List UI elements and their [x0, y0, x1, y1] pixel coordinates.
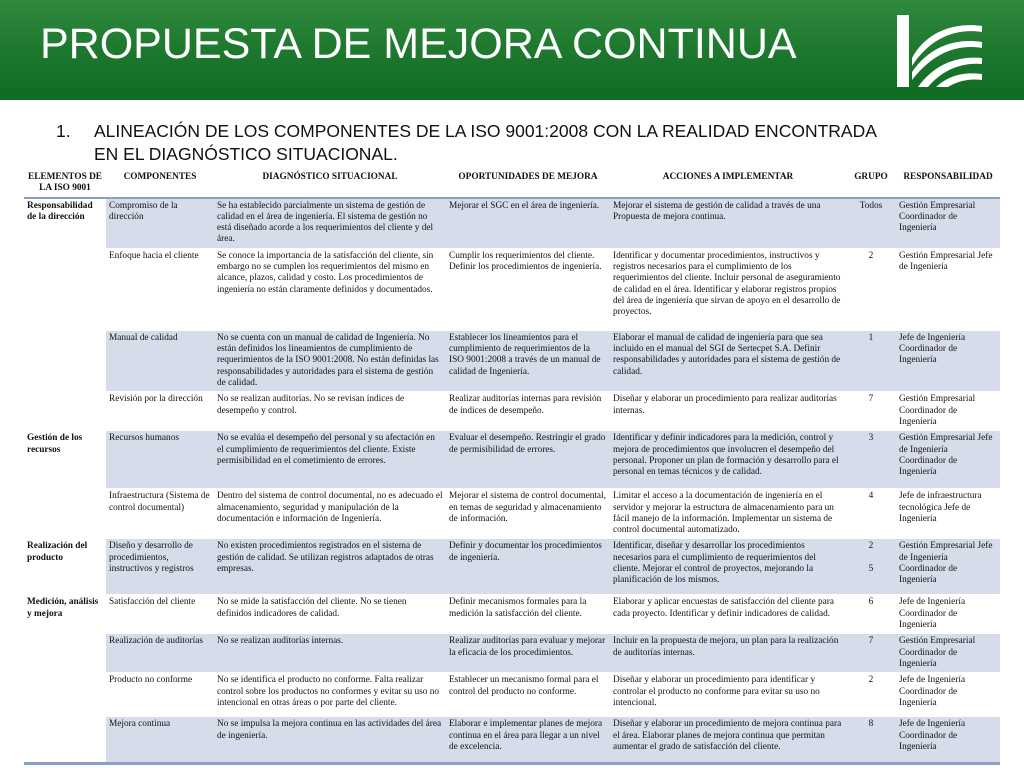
cell-acciones: Elaborar y aplicar encuestas de satisfacción del cliente para cada proyecto. Identificar y definir indicadores de calidad. — [610, 595, 846, 634]
section-text: ALINEACIÓN DE LOS COMPONENTES DE LA ISO 9001:2008 CON LA REALIDAD ENCONTRADA EN EL DIAGNÓSTICO SITUACIONAL. — [94, 121, 876, 164]
cell-componente: Producto no conforme — [106, 673, 214, 717]
cell-responsabilidad: Gestión Empresarial Coordinador de Ingeniería — [896, 198, 1000, 249]
cell-componente: Recursos humanos — [106, 431, 214, 489]
cell-acciones: Identificar, diseñar y desarrollar los procedimientos necesarios para el cumplimiento de requerimientos del cliente. Mejorar el control de proyectos, mejorando la planificación de los mismos. — [610, 539, 846, 595]
cell-elemento — [24, 717, 106, 763]
cell-diagnostico: Se ha establecido parcialmente un sistema de gestión de calidad en el área de ingeniería. El sistema de gestión no está diseñado acorde a los requerimientos del cliente y del área. — [214, 198, 446, 249]
cell-diagnostico: No se realizan auditorías internas. — [214, 634, 446, 673]
header-elementos: ELEMENTOS DE LA ISO 9001 — [24, 170, 106, 198]
cell-oportunidad: Cumplir los requerimientos del cliente. Definir los procedimientos de ingeniería. — [446, 248, 610, 330]
cell-elemento — [24, 673, 106, 717]
cell-diagnostico: No se identifica el producto no conforme. Falta realizar control sobre los productos no conformes y evitar su uso no intencional en otras áreas o por parte del cliente. — [214, 673, 446, 717]
table-bottom-rule — [24, 762, 1000, 765]
cell-componente: Enfoque hacia el cliente — [106, 248, 214, 330]
cell-acciones: Mejorar el sistema de gestión de calidad a través de una Propuesta de mejora continua. — [610, 198, 846, 249]
cell-responsabilidad: Jefe de Ingeniería Coordinador de Ingeniería — [896, 673, 1000, 717]
cell-componente: Manual de calidad — [106, 330, 214, 391]
cell-acciones: Limitar el acceso a la documentación de ingeniería en el servidor y mejorar la estructura de almacenamiento para un fácil manejo de la información. Implementar un sistema de control documental automatizado. — [610, 489, 846, 539]
section-number: 1. — [56, 121, 71, 141]
cell-oportunidad: Establecer los lineamientos para el cumplimiento de requerimientos de la ISO 9001:2008 a través de un manual de calidad de Ingeniería. — [446, 330, 610, 391]
header-responsabilidad: RESPONSABILIDAD — [896, 170, 1000, 198]
cell-elemento — [24, 330, 106, 391]
cell-elemento: Gestión de los recursos — [24, 431, 106, 489]
cell-grupo: 7 — [846, 634, 896, 673]
header-grupo: GRUPO — [846, 170, 896, 198]
cell-responsabilidad: Jefe de Ingeniería Coordinador de Ingeniería — [896, 717, 1000, 763]
cell-grupo: 2 — [846, 248, 896, 330]
cell-componente: Realización de auditorías — [106, 634, 214, 673]
alignment-table — [24, 170, 1000, 763]
cell-responsabilidad: Gestión Empresarial Jefe de Ingeniería Coordinador de Ingeniería — [896, 539, 1000, 595]
cell-diagnostico: Se conoce la importancia de la satisfacción del cliente, sin embargo no se cumplen los requerimientos del mismo en alcance, plazos, calidad y costo. Los procedimientos de ingeniería no están claramente definidos y documentados. — [214, 248, 446, 330]
cell-grupo: 4 — [846, 489, 896, 539]
cell-oportunidad: Definir mecanismos formales para la medición la satisfacción del cliente. — [446, 595, 610, 634]
cell-oportunidad: Evaluar el desempeño. Restringir el grado de permisibilidad de errores. — [446, 431, 610, 489]
cell-acciones: Identificar y definir indicadores para la medición, control y mejora de procedimientos que involucren el desempeño del personal. Proponer un plan de formación y desarrollo para el personal en temas técnicos y de calidad. — [610, 431, 846, 489]
cell-oportunidad: Establecer un mecanismo formal para el control del producto no conforme. — [446, 673, 610, 717]
cell-grupo: 1 — [846, 330, 896, 391]
cell-diagnostico: No se cuenta con un manual de calidad de Ingeniería. No están definidos los lineamientos de cumplimiento de requerimientos de la ISO 9001:2008. No están definidas las responsabilidades y autoridades para el sistema de gestión de calidad. — [214, 330, 446, 391]
header-acciones: ACCIONES A IMPLEMENTAR — [610, 170, 846, 198]
page-title: PROPUESTA DE MEJORA CONTINUA — [40, 20, 797, 68]
header-componentes: COMPONENTES — [106, 170, 214, 198]
cell-oportunidad: Realizar auditorías internas para revisión de índices de desempeño. — [446, 392, 610, 431]
header-diagnostico: DIAGNÓSTICO SITUACIONAL — [214, 170, 446, 198]
cell-acciones: Diseñar y elaborar un procedimiento para realizar auditorías internas. — [610, 392, 846, 431]
table-row — [24, 539, 1000, 595]
header-oportunidades: OPORTUNIDADES DE MEJORA — [446, 170, 610, 198]
cell-diagnostico: Dentro del sistema de control documental, no es adecuado el almacenamiento, seguridad y manipulación de la documentación e información de Ingeniería. — [214, 489, 446, 539]
cell-componente: Compromiso de la dirección — [106, 198, 214, 249]
cell-oportunidad: Mejorar el SGC en el área de ingeniería. — [446, 198, 610, 249]
leaf-stripes-logo-icon — [896, 14, 984, 88]
cell-elemento: Medición, análisis y mejora — [24, 595, 106, 634]
cell-diagnostico: No existen procedimientos registrados en el sistema de gestión de calidad. Se utilizan registros adaptados de otras empresas. — [214, 539, 446, 595]
cell-componente: Mejora continua — [106, 717, 214, 763]
cell-grupo: 7 — [846, 392, 896, 431]
cell-elemento — [24, 248, 106, 330]
cell-grupo: 2 5 — [846, 539, 896, 595]
table-header-row — [24, 170, 1000, 198]
title-banner — [0, 0, 1024, 100]
table-row — [24, 198, 1000, 249]
cell-diagnostico: No se mide la satisfacción del cliente. No se tienen definidos indicadores de calidad. — [214, 595, 446, 634]
cell-diagnostico: No se evalúa el desempeño del personal y su afectación en el cumplimiento de requerimientos del cliente. Existe permisibilidad en el cometimiento de errores. — [214, 431, 446, 489]
cell-oportunidad: Elaborar e implementar planes de mejora continua en el área para llegar a un nivel de excelencia. — [446, 717, 610, 763]
cell-grupo: 6 — [846, 595, 896, 634]
cell-acciones: Elaborar el manual de calidad de ingeniería para que sea incluido en el manual del SGI de Sertecpet S.A. Definir responsabilidades y autoridades para el sistema de gestión de calidad. — [610, 330, 846, 391]
table-row — [24, 595, 1000, 634]
cell-diagnostico: No se realizan auditorías. No se revisan índices de desempeño y control. — [214, 392, 446, 431]
cell-oportunidad: Mejorar el sistema de control documental, en temas de seguridad y almacenamiento de información. — [446, 489, 610, 539]
cell-grupo: Todos — [846, 198, 896, 249]
cell-elemento — [24, 634, 106, 673]
table-row — [24, 248, 1000, 330]
cell-componente: Revisión por la dirección — [106, 392, 214, 431]
cell-grupo: 3 — [846, 431, 896, 489]
cell-elemento: Responsabilidad de la dirección — [24, 198, 106, 249]
cell-oportunidad: Realizar auditorías para evaluar y mejorar la eficacia de los procedimientos. — [446, 634, 610, 673]
cell-elemento: Realización del producto — [24, 539, 106, 595]
cell-grupo: 2 — [846, 673, 896, 717]
cell-elemento — [24, 392, 106, 431]
cell-responsabilidad: Gestión Empresarial Jefe de Ingeniería — [896, 248, 1000, 330]
cell-responsabilidad: Gestión Empresarial Jefe de Ingeniería Coordinador de Ingeniería — [896, 431, 1000, 489]
cell-responsabilidad: Jefe de Ingeniería Coordinador de Ingeniería — [896, 330, 1000, 391]
cell-acciones: Identificar y documentar procedimientos, instructivos y registros necesarios para el cumplimiento de los requerimientos del cliente. Incluir personal de aseguramiento de calidad en el área. Identificar y elaborar registros propios del área de ingeniería que sirvan de apoyo en el desarrollo de proyectos. — [610, 248, 846, 330]
cell-responsabilidad: Gestión Empresarial Coordinador de Ingeniería — [896, 634, 1000, 673]
table-row — [24, 392, 1000, 431]
table-row — [24, 634, 1000, 673]
table-body — [24, 198, 1000, 763]
table-row — [24, 717, 1000, 763]
cell-oportunidad: Definir y documentar los procedimientos de ingeniería. — [446, 539, 610, 595]
cell-grupo: 8 — [846, 717, 896, 763]
table-row — [24, 431, 1000, 489]
table-row — [24, 489, 1000, 539]
cell-responsabilidad: Gestión Empresarial Coordinador de Ingeniería — [896, 392, 1000, 431]
cell-diagnostico: No se impulsa la mejora continua en las actividades del área de ingeniería. — [214, 717, 446, 763]
cell-elemento — [24, 489, 106, 539]
table-row — [24, 330, 1000, 391]
cell-componente: Infraestructura (Sistema de control documental) — [106, 489, 214, 539]
cell-componente: Satisfacción del cliente — [106, 595, 214, 634]
table-row — [24, 673, 1000, 717]
cell-acciones: Diseñar y elaborar un procedimiento de mejora continua para el área. Elaborar planes de mejora continua que permitan aumentar el grado de satisfacción del cliente. — [610, 717, 846, 763]
cell-componente: Diseño y desarrollo de procedimientos, instructivos y registros — [106, 539, 214, 595]
cell-acciones: Diseñar y elaborar un procedimiento para identificar y controlar el producto no conforme para evitar su uso no intencional. — [610, 673, 846, 717]
cell-acciones: Incluir en la propuesta de mejora, un plan para la realización de auditorías internas. — [610, 634, 846, 673]
cell-responsabilidad: Jefe de infraestructura tecnológica Jefe de Ingeniería — [896, 489, 1000, 539]
cell-responsabilidad: Jefe de Ingeniería Coordinador de Ingeniería — [896, 595, 1000, 634]
